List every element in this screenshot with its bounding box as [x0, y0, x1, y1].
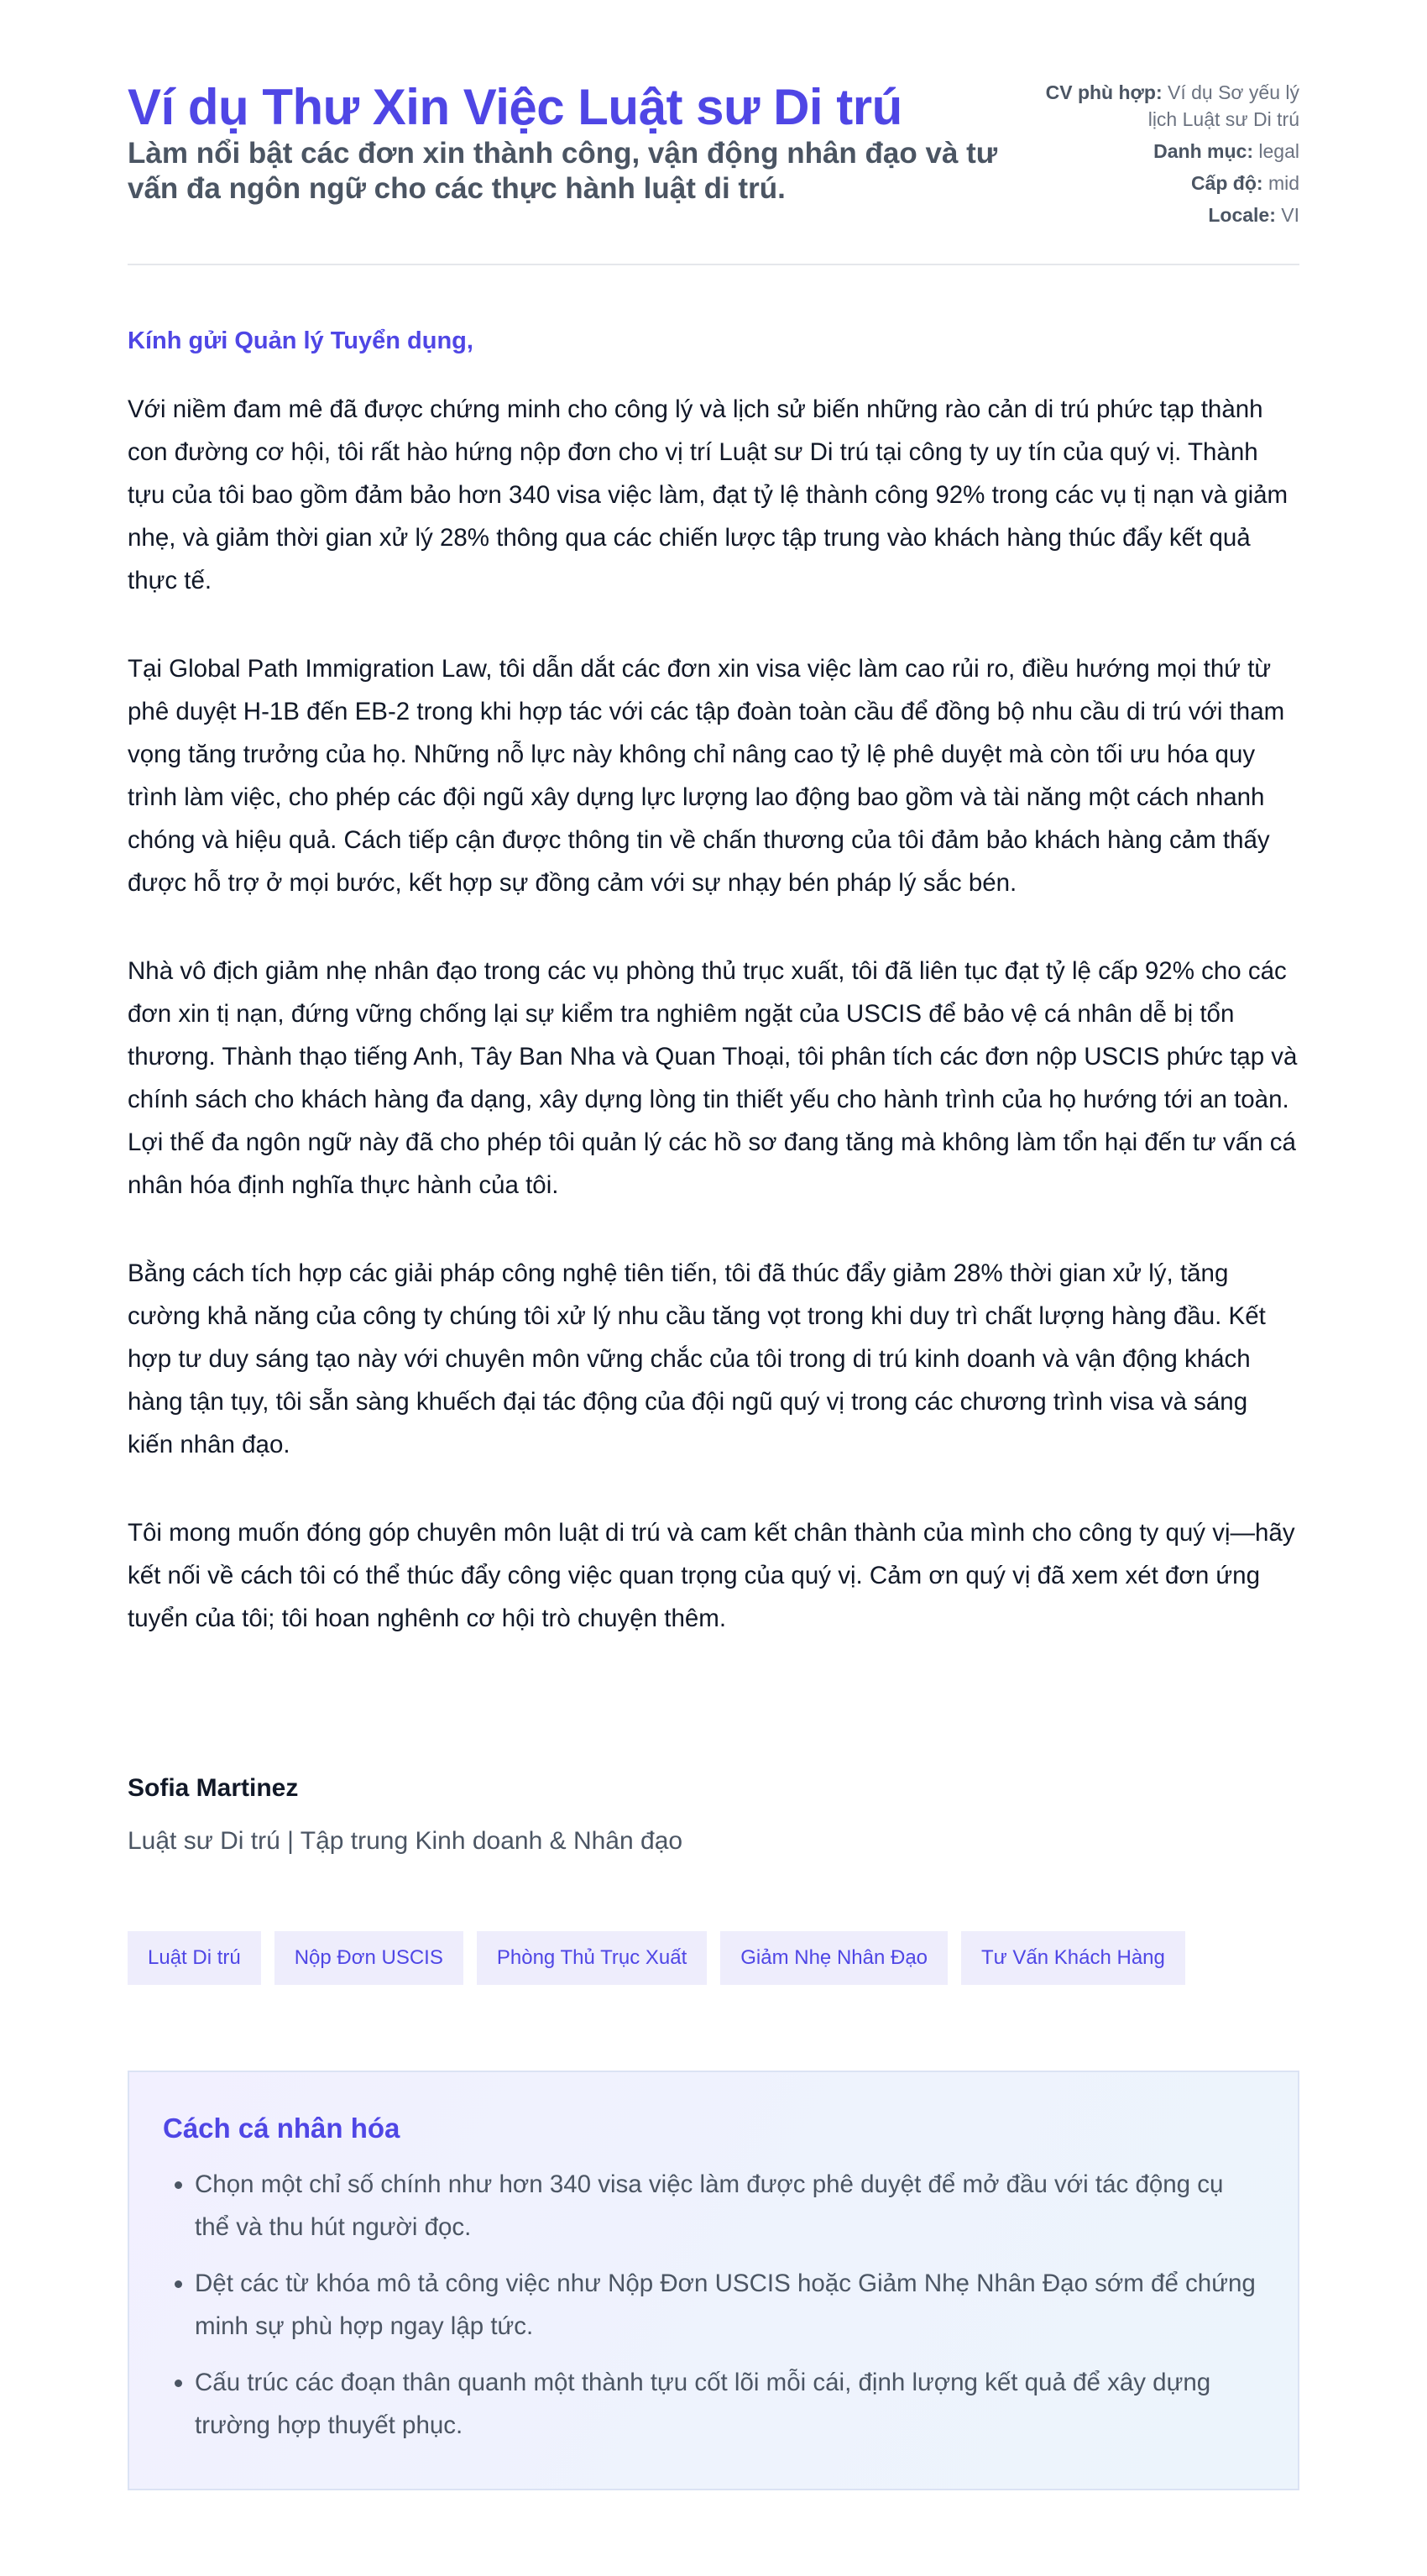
skill-tag: Tư Vấn Khách Hàng [961, 1931, 1185, 1985]
letter-paragraph: Tại Global Path Immigration Law, tôi dẫn dắt các đơn xin visa việc làm cao rủi ro, điều hướng mọi thứ từ phê duyệt H-1B đến EB-2 trong khi hợp tác với các tập đoàn toàn cầu để đồng bộ nhu cầu di trú với tham vọng tăng trưởng của họ. Những nỗ lực này không chỉ nâng cao tỷ lệ phê duyệt mà còn tối ưu hóa quy trình làm việc, cho phép các đội ngũ xây dựng lực lượng lao động bao gồm và tài năng một cách nhanh chóng và hiệu quả. Cách tiếp cận được thông tin về chấn thương của tôi đảm bảo khách hàng cảm thấy được hỗ trợ ở mọi bước, kết hợp sự đồng cảm với sự nhạy bén pháp lý sắc bén. [128, 655, 1285, 897]
meta-value: Ví dụ Sơ yếu lý lịch Luật sư Di trú [1147, 81, 1299, 130]
tip-item: • Dệt các từ khóa mô tả công việc như Nộp Đơn USCIS hoặc Giảm Nhẹ Nhân Đạo sớm để chứng minh sự phù hợp ngay lập tức. [195, 2262, 1264, 2348]
meta-key: Locale: [1208, 204, 1276, 226]
letter-body [128, 388, 1299, 1685]
meta-matching-cv [1022, 79, 1299, 133]
tips-list [163, 2163, 1264, 2447]
letter-paragraph: Nhà vô địch giảm nhẹ nhân đạo trong các vụ phòng thủ trục xuất, tôi đã liên tục đạt tỷ lệ cấp 92% cho các đơn xin tị nạn, đứng vững chống lại sự kiểm tra nghiêm ngặt của USCIS để bảo vệ cá nhân dễ bị tổn thương. Thành thạo tiếng Anh, Tây Ban Nha và Quan Thoại, tôi phân tích các đơn nộp USCIS phức tạp và chính sách cho khách hàng đa dạng, xây dựng lòng tin thiết yếu cho hành trình của họ hướng tới an toàn. Lợi thế đa ngôn ngữ này đã cho phép tôi quản lý các hồ sơ đang tăng mà không làm tổn hại đến tư vấn cá nhân hóa định nghĩa thực hành của tôi. [128, 957, 1298, 1199]
letter-greeting: Kính gửi Quản lý Tuyển dụng, [128, 327, 473, 354]
skill-tag: Luật Di trú [128, 1931, 261, 1985]
meta-key: Cấp độ: [1190, 172, 1263, 194]
skill-tag: Nộp Đơn USCIS [274, 1931, 463, 1985]
meta-value: VI [1281, 204, 1299, 226]
meta-locale [1022, 202, 1299, 228]
page-subtitle: Làm nổi bật các đơn xin thành công, vận động nhân đạo và tư vấn đa ngôn ngữ cho các thực hành luật di trú. [128, 137, 998, 205]
letter-paragraph: Với niềm đam mê đã được chứng minh cho công lý và lịch sử biến những rào cản di trú phức tạp thành con đường cơ hội, tôi rất hào hứng nộp đơn cho vị trí Luật sư Di trú tại công ty uy tín của quý vị. Thành tựu của tôi bao gồm đảm bảo hơn 340 visa việc làm, đạt tỷ lệ thành công 92% trong các vụ tị nạn và giảm nhẹ, và giảm thời gian xử lý 28% thông qua các chiến lược tập trung vào khách hàng thúc đẩy kết quả thực tế. [128, 395, 1288, 594]
meta-value: legal [1258, 140, 1299, 162]
tips-title: Cách cá nhân hóa [163, 2113, 400, 2144]
metadata-panel [1022, 79, 1299, 233]
skill-tag: Phòng Thủ Trục Xuất [477, 1931, 707, 1985]
tip-item: • Chọn một chỉ số chính như hơn 340 visa việc làm được phê duyệt để mở đầu với tác động cụ thể và thu hút người đọc. [195, 2163, 1264, 2249]
meta-key: Danh mục: [1153, 140, 1253, 162]
meta-key: CV phù hợp: [1045, 81, 1163, 103]
meta-category [1022, 138, 1299, 165]
tip-item: • Cấu trúc các đoạn thân quanh một thành tựu cốt lõi mỗi cái, định lượng kết quả để xây dựng trường hợp thuyết phục. [195, 2361, 1264, 2447]
letter-paragraph: Tôi mong muốn đóng góp chuyên môn luật di trú và cam kết chân thành của mình cho công ty quý vị—hãy kết nối về cách tôi có thể thúc đẩy công việc quan trọng của quý vị. Cảm ơn quý vị đã xem xét đơn ứng tuyển của tôi; tôi hoan nghênh cơ hội trò chuyện thêm. [128, 1519, 1295, 1632]
meta-level [1022, 170, 1299, 196]
page-header [128, 0, 1299, 265]
signature-title: Luật sư Di trú | Tập trung Kinh doanh & Nhân đạo [128, 1827, 683, 1855]
meta-value: mid [1268, 172, 1299, 194]
skill-tags [128, 1931, 1185, 1985]
letter-paragraph: Bằng cách tích hợp các giải pháp công nghệ tiên tiến, tôi đã thúc đẩy giảm 28% thời gian xử lý, tăng cường khả năng của công ty chúng tôi xử lý nhu cầu tăng vọt trong khi duy trì chất lượng hàng đầu. Kết hợp tư duy sáng tạo này với chuyên môn vững chắc của tôi trong di trú kinh doanh và vận động khách hàng tận tụy, tôi sẵn sàng khuếch đại tác động của đội ngũ quý vị trong các chương trình visa và sáng kiến nhân đạo. [128, 1259, 1266, 1458]
personalization-tips [128, 2071, 1299, 2490]
page-title: Ví dụ Thư Xin Việc Luật sư Di trú [128, 79, 902, 135]
signature-name: Sofia Martinez [128, 1774, 299, 1802]
skill-tag: Giảm Nhẹ Nhân Đạo [720, 1931, 948, 1985]
